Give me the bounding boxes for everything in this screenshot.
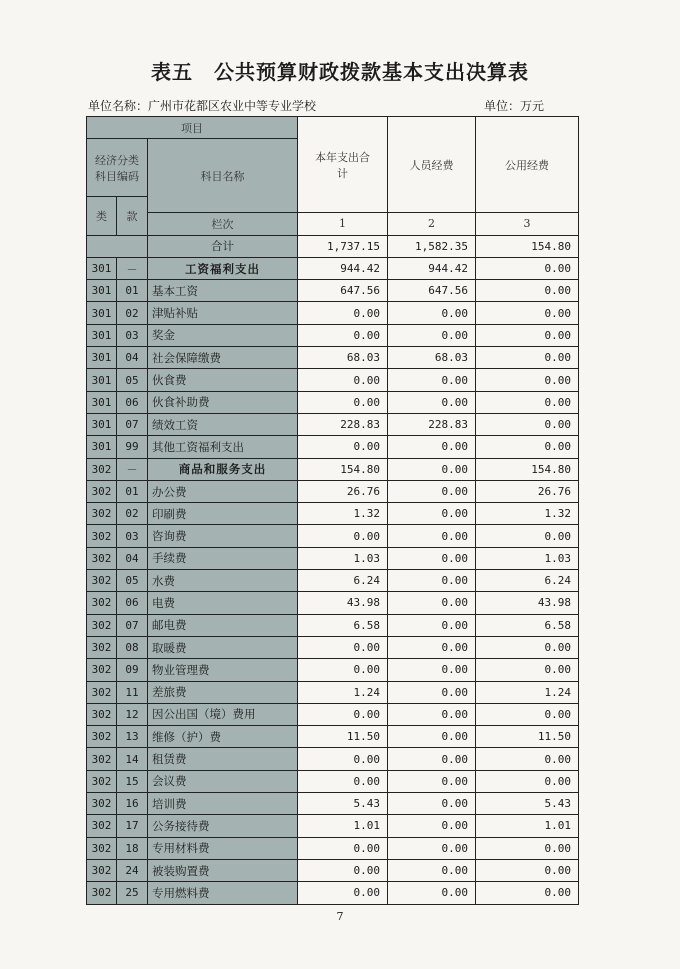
row-public-value: 0.00 [476,636,579,658]
row-public-value: 1.03 [476,547,579,569]
row-lei-code: 301 [87,391,117,413]
row-kuan-code: 03 [117,324,148,346]
total-value-3: 154.80 [476,235,579,257]
row-total-value: 0.00 [298,324,388,346]
row-lei-code: 301 [87,413,117,435]
row-total-value: 0.00 [298,369,388,391]
total-value-1: 1,737.15 [298,235,388,257]
row-lei-code: 301 [87,369,117,391]
row-public-value: 0.00 [476,369,579,391]
row-lei-code: 302 [87,726,117,748]
row-lei-code: 302 [87,659,117,681]
table-row [87,837,579,859]
row-total-value: 0.00 [298,525,388,547]
row-lei-code: 301 [87,436,117,458]
row-subject-name: 电费 [148,592,298,614]
row-kuan-code: － [117,458,148,480]
row-kuan-code: 07 [117,413,148,435]
row-total-value: 5.43 [298,793,388,815]
table-row [87,525,579,547]
row-personnel-value: 0.00 [388,726,476,748]
row-subject-name: 物业管理费 [148,659,298,681]
row-public-value: 0.00 [476,280,579,302]
row-lei-code: 302 [87,703,117,725]
row-kuan-code: － [117,257,148,279]
row-kuan-code: 18 [117,837,148,859]
row-public-value: 0.00 [476,302,579,324]
row-total-value: 68.03 [298,347,388,369]
row-public-value: 1.01 [476,815,579,837]
row-kuan-code: 04 [117,347,148,369]
row-total-value: 1.24 [298,681,388,703]
row-total-value: 11.50 [298,726,388,748]
row-subject-name: 公务接待费 [148,815,298,837]
row-personnel-value: 647.56 [388,280,476,302]
row-kuan-code: 01 [117,480,148,502]
row-lei-code: 302 [87,681,117,703]
row-public-value: 26.76 [476,480,579,502]
row-personnel-value: 0.00 [388,837,476,859]
row-public-value: 11.50 [476,726,579,748]
row-kuan-code: 11 [117,681,148,703]
row-subject-name: 邮电费 [148,614,298,636]
table-row [87,770,579,792]
row-total-value: 647.56 [298,280,388,302]
header-item: 项目 [87,117,298,139]
table-row [87,859,579,881]
row-kuan-code: 08 [117,636,148,658]
row-personnel-value: 0.00 [388,882,476,904]
row-lei-code: 302 [87,882,117,904]
row-lei-code: 302 [87,748,117,770]
header-kuan: 款 [117,197,148,235]
row-lei-code: 302 [87,793,117,815]
row-kuan-code: 02 [117,503,148,525]
row-total-value: 0.00 [298,636,388,658]
row-subject-name: 伙食费 [148,369,298,391]
row-total-value: 0.00 [298,882,388,904]
row-kuan-code: 07 [117,614,148,636]
row-kuan-code: 01 [117,280,148,302]
row-subject-name: 专用材料费 [148,837,298,859]
row-personnel-value: 0.00 [388,458,476,480]
row-total-value: 228.83 [298,413,388,435]
row-total-value: 1.32 [298,503,388,525]
row-lei-code: 302 [87,815,117,837]
header-lei: 类 [87,197,117,235]
row-total-value: 0.00 [298,436,388,458]
row-public-value: 0.00 [476,882,579,904]
row-public-value: 0.00 [476,703,579,725]
row-subject-name: 被装购置费 [148,859,298,881]
row-lei-code: 301 [87,280,117,302]
row-personnel-value: 228.83 [388,413,476,435]
row-subject-name: 咨询费 [148,525,298,547]
row-kuan-code: 04 [117,547,148,569]
row-subject-name: 差旅费 [148,681,298,703]
row-total-value: 0.00 [298,659,388,681]
row-total-value: 944.42 [298,257,388,279]
row-public-value: 0.00 [476,347,579,369]
row-subject-name: 工资福利支出 [148,257,298,279]
row-total-value: 1.03 [298,547,388,569]
row-total-value: 43.98 [298,592,388,614]
row-public-value: 0.00 [476,257,579,279]
table-row [87,703,579,725]
table-row [87,636,579,658]
currency-unit-label: 单位：万元 [484,99,545,113]
table-row [87,413,579,435]
row-kuan-code: 14 [117,748,148,770]
row-lei-code: 301 [87,347,117,369]
row-total-value: 6.24 [298,570,388,592]
table-row [87,882,579,904]
row-lei-code: 302 [87,636,117,658]
header-n1: 1 [298,213,388,235]
row-personnel-value: 0.00 [388,570,476,592]
row-lei-code: 302 [87,770,117,792]
table-row [87,793,579,815]
table-row [87,570,579,592]
table-row [87,815,579,837]
row-subject-name: 培训费 [148,793,298,815]
row-public-value: 1.24 [476,681,579,703]
header-n2: 2 [388,213,476,235]
row-kuan-code: 13 [117,726,148,748]
row-public-value: 5.43 [476,793,579,815]
row-total-value: 0.00 [298,391,388,413]
header-subject-name: 科目名称 [148,139,298,213]
row-lei-code: 302 [87,503,117,525]
row-kuan-code: 09 [117,659,148,681]
row-subject-name: 印刷费 [148,503,298,525]
row-kuan-code: 05 [117,570,148,592]
row-subject-name: 水费 [148,570,298,592]
row-personnel-value: 0.00 [388,614,476,636]
row-subject-name: 基本工资 [148,280,298,302]
row-lei-code: 302 [87,570,117,592]
row-total-value: 154.80 [298,458,388,480]
header-col-public: 公用经费 [476,117,579,213]
row-public-value: 0.00 [476,391,579,413]
table-row [87,480,579,502]
row-subject-name: 手续费 [148,547,298,569]
row-kuan-code: 25 [117,882,148,904]
row-personnel-value: 0.00 [388,302,476,324]
row-subject-name: 办公费 [148,480,298,502]
row-subject-name: 商品和服务支出 [148,458,298,480]
table-row [87,280,579,302]
row-total-value: 0.00 [298,703,388,725]
row-subject-name: 津贴补贴 [148,302,298,324]
table-row [87,324,579,346]
row-public-value: 0.00 [476,413,579,435]
row-public-value: 0.00 [476,770,579,792]
row-personnel-value: 0.00 [388,770,476,792]
total-value-2: 1,582.35 [388,235,476,257]
row-kuan-code: 06 [117,391,148,413]
row-personnel-value: 68.03 [388,347,476,369]
row-public-value: 6.58 [476,614,579,636]
row-personnel-value: 0.00 [388,793,476,815]
header-n3: 3 [476,213,579,235]
table-row [87,681,579,703]
row-total-value: 6.58 [298,614,388,636]
table-row [87,436,579,458]
header-col-personnel: 人员经费 [388,117,476,213]
table-row [87,458,579,480]
row-subject-name: 社会保障缴费 [148,347,298,369]
row-lei-code: 302 [87,859,117,881]
row-kuan-code: 03 [117,525,148,547]
row-personnel-value: 0.00 [388,859,476,881]
row-public-value: 6.24 [476,570,579,592]
row-total-value: 1.01 [298,815,388,837]
table-row [87,547,579,569]
row-personnel-value: 0.00 [388,659,476,681]
table-row [87,391,579,413]
row-public-value: 0.00 [476,525,579,547]
table-row [87,257,579,279]
row-personnel-value: 0.00 [388,525,476,547]
row-lei-code: 302 [87,480,117,502]
row-personnel-value: 0.00 [388,547,476,569]
header-lanci: 栏次 [148,213,298,235]
row-lei-code: 301 [87,324,117,346]
row-total-value: 26.76 [298,480,388,502]
row-subject-name: 维修（护）费 [148,726,298,748]
row-public-value: 154.80 [476,458,579,480]
row-total-value: 0.00 [298,302,388,324]
row-public-value: 0.00 [476,748,579,770]
row-total-value: 0.00 [298,837,388,859]
row-subject-name: 其他工资福利支出 [148,436,298,458]
row-lei-code: 301 [87,257,117,279]
row-kuan-code: 12 [117,703,148,725]
row-public-value: 0.00 [476,324,579,346]
header-econ-code: 经济分类科目编码 [87,139,148,197]
row-kuan-code: 06 [117,592,148,614]
row-personnel-value: 0.00 [388,503,476,525]
row-subject-name: 伙食补助费 [148,391,298,413]
row-personnel-value: 0.00 [388,748,476,770]
table-row [87,726,579,748]
row-lei-code: 302 [87,458,117,480]
table-row [87,592,579,614]
row-subject-name: 绩效工资 [148,413,298,435]
table-row [87,748,579,770]
row-personnel-value: 0.00 [388,815,476,837]
row-subject-name: 会议费 [148,770,298,792]
row-public-value: 0.00 [476,859,579,881]
page-number: 7 [336,910,344,923]
row-kuan-code: 15 [117,770,148,792]
page-title: 表五 公共预算财政拨款基本支出决算表 [151,60,529,84]
unit-name-label: 单位名称：广州市花都区农业中等专业学校 [88,99,317,113]
row-subject-name: 专用燃料费 [148,882,298,904]
row-lei-code: 302 [87,525,117,547]
table-row [87,614,579,636]
row-public-value: 0.00 [476,659,579,681]
row-lei-code: 301 [87,302,117,324]
total-label: 合计 [148,235,298,257]
header-col-total: 本年支出合计 [298,117,388,213]
row-personnel-value: 0.00 [388,324,476,346]
row-personnel-value: 0.00 [388,369,476,391]
table-row [87,347,579,369]
row-personnel-value: 0.00 [388,636,476,658]
row-kuan-code: 02 [117,302,148,324]
row-total-value: 0.00 [298,748,388,770]
row-lei-code: 302 [87,592,117,614]
table-row [87,302,579,324]
row-kuan-code: 24 [117,859,148,881]
row-public-value: 43.98 [476,592,579,614]
row-personnel-value: 0.00 [388,391,476,413]
table-row [87,369,579,391]
table-row [87,659,579,681]
row-public-value: 0.00 [476,837,579,859]
row-personnel-value: 0.00 [388,703,476,725]
total-blank [87,235,148,257]
row-kuan-code: 99 [117,436,148,458]
row-personnel-value: 0.00 [388,681,476,703]
row-subject-name: 奖金 [148,324,298,346]
row-subject-name: 租赁费 [148,748,298,770]
row-personnel-value: 0.00 [388,480,476,502]
row-lei-code: 302 [87,837,117,859]
row-total-value: 0.00 [298,859,388,881]
expenditure-table [86,116,579,905]
row-personnel-value: 0.00 [388,592,476,614]
row-subject-name: 取暖费 [148,636,298,658]
row-subject-name: 因公出国（境）费用 [148,703,298,725]
row-lei-code: 302 [87,614,117,636]
row-kuan-code: 16 [117,793,148,815]
row-kuan-code: 17 [117,815,148,837]
row-personnel-value: 0.00 [388,436,476,458]
row-lei-code: 302 [87,547,117,569]
row-public-value: 1.32 [476,503,579,525]
row-public-value: 0.00 [476,436,579,458]
row-personnel-value: 944.42 [388,257,476,279]
row-total-value: 0.00 [298,770,388,792]
row-kuan-code: 05 [117,369,148,391]
table-row [87,503,579,525]
